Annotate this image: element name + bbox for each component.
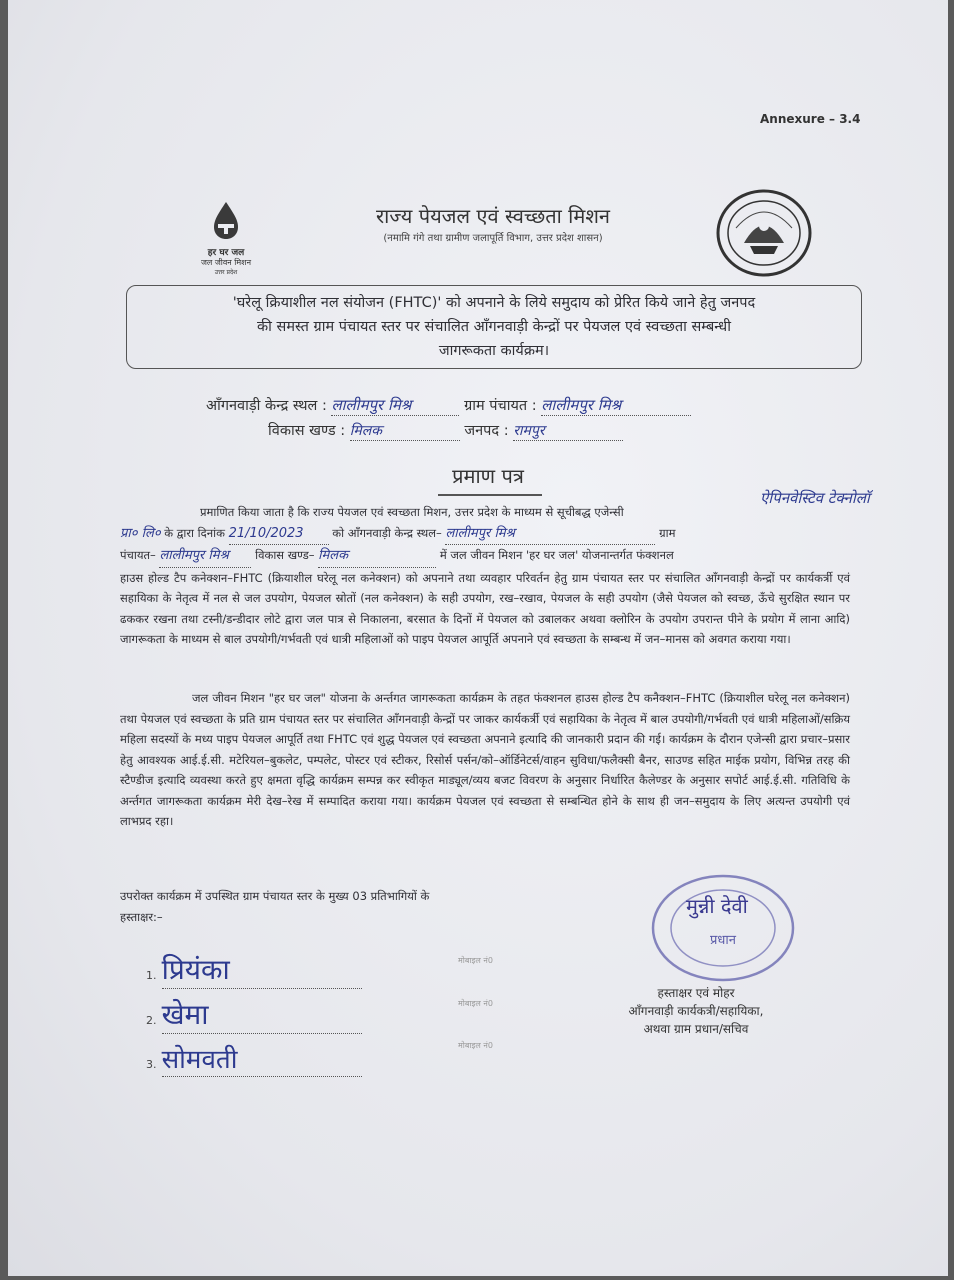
logo-line-2: जल जीवन मिशन (200, 258, 252, 267)
mission-subtitle: (नमामि गंगे तथा ग्रामीण जलापूर्ति विभाग, उत्तर प्रदेश शासन) (383, 233, 603, 244)
vikas-khand-label: विकास खण्ड : (268, 423, 346, 439)
participants-intro-line-2: हस्ताक्षर:– (120, 909, 163, 924)
signature-khema: खेमा (162, 995, 362, 1034)
banner-line-1: 'घरेलू क्रियाशील नल संयोजन (FHTC)' को अपनाने के लिये समुदाय को प्रेरित किये जाने हेतु जनपद (232, 295, 756, 311)
handwritten-panchayat: लालीमपुर मिश्र (159, 546, 251, 568)
handwritten-khand: मिलक (318, 546, 436, 568)
signature-row-1 (146, 950, 446, 989)
seal-caption-line-3: अथवा ग्राम प्रधान/सचिव (643, 1022, 749, 1036)
mobile-label-2: मोबाइल नं0 (458, 999, 493, 1008)
vikas-khand-field-row (268, 420, 623, 441)
signature-number: 1. (146, 969, 157, 982)
para1-body: हाउस होल्ड टैप कनेक्शन–FHTC (क्रियाशील घरेलू नल कनेक्शन) को अपनाने तथा व्यवहार परिवर्तन हेतु ग्राम पंचायत स्तर पर संचालित आँगनवाड़ी केन्द्रों पर कार्यकर्त्री एवं सहायिका के नेतृत्व में नल से जल उपयोग, पेयजल स्रोतों (नल कनेक्शन) के सही उपयोग, रख–रखाव, पेयजल के सही उपयोग (जैसे पेयजल को स्वच्छ, ऊँचे सुरक्षित स्थान पर ढककर रखना तथा टस्नी/डन्डीदार लोटे द्वारा जल पात्र से निकालना, बरसात के दिनों में पेयजल को उबालकर अथवा क्लोरिन के उपयोग उपरान्त पीने के प्रयोग में लाना आदि) जागरूकता के माध्यम से बाल उपयोगी/गर्भवती एवं धात्री महिलाओं को पाइप पेयजल आपूर्ति अपनाने एवं स्वच्छता के सम्बन्ध में जन–मानस को अवगत कराया गया। (120, 570, 850, 646)
pradhan-stamp (648, 872, 798, 991)
para1-sthal-label: को आँगनवाड़ी केन्द्र स्थल– (332, 525, 442, 540)
para1-gram-label: ग्राम (659, 525, 676, 540)
certificate-title-underline (438, 494, 542, 496)
aanganwadi-field-row (206, 395, 691, 416)
janpad-value: रामपुर (513, 421, 623, 441)
banner-line-2: की समस्त ग्राम पंचायत स्तर पर संचालित आँगनवाड़ी केन्द्रों पर पेयजल एवं स्वच्छता सम्बन्धी (257, 319, 731, 335)
handwritten-pra-li: प्रा० लि० (120, 525, 161, 541)
logo-line-3: उत्तर प्रदेश (214, 269, 238, 276)
signature-somvati: सोमवती (162, 1040, 362, 1077)
certificate-paragraph-1 (120, 502, 850, 650)
up-government-emblem (714, 188, 814, 282)
mission-title: राज्य पेयजल एवं स्वच्छता मिशन (375, 204, 611, 228)
vikas-khand-value: मिलक (350, 421, 460, 441)
participants-intro-line-1: उपरोक्त कार्यक्रम में उपस्थित ग्राम पंचायत स्तर के मुख्य 03 प्रतिभागियों के (120, 889, 430, 903)
signature-number: 2. (146, 1014, 157, 1027)
seal-caption-line-2: आँगनवाड़ी कार्यकत्री/सहायिका, (628, 1004, 764, 1018)
handwritten-sthal: लालीमपुर मिश्र (445, 524, 655, 546)
mobile-label-3: मोबाइल नं0 (458, 1041, 493, 1050)
gram-panchayat-value: लालीमपुर मिश्र (541, 395, 691, 416)
seal-caption-line-1: हस्ताक्षर एवं मोहर (657, 986, 735, 1000)
stamp-pradhan-text: प्रधान (710, 933, 736, 948)
para1-yojana-text: में जल जीवन मिशन 'हर घर जल' योजनान्तर्गत फंक्शनल (439, 548, 674, 562)
signature-priyanka: प्रियंका (162, 950, 362, 989)
gram-panchayat-label: ग्राम पंचायत : (464, 398, 537, 414)
annexure-label: Annexure – 3.4 (760, 112, 861, 126)
aanganwadi-label: आँगनवाड़ी केन्द्र स्थल : (206, 398, 327, 414)
para1-panchayat-label: पंचायत– (120, 548, 156, 562)
certificate-paragraph-2: जल जीवन मिशन "हर घर जल" योजना के अर्न्तगत जागरूकता कार्यक्रम के तहत फंक्शनल हाउस होल्ड टैप कनैक्शन–FHTC (क्रियाशील घरेलू नल कनेक्शन) तथा पेयजल एवं स्वच्छता के प्रति ग्राम पंचायत स्तर पर संचालित आँगनवाड़ी केन्द्रों पर जाकर कार्यकर्त्री एवं सहायिका के नेतृत्व में बाल उपयोगी/गर्भवती एवं धात्री महिलाओं/सक्रिय महिला सदस्यों के मध्य पाइप पेयजल आपूर्ति तथा FHTC एवं शुद्ध पेयजल एवं स्वच्छता अपनाने इत्यादि की जानकारी प्रदान की गई। कार्यक्रम के दौरान एजेन्सी द्वारा प्रचार–प्रसार हेतु आवश्यक आई.ई.सी. मटेरियल–बुकलेट, पम्पलेट, पोस्टर एवं स्टीकर, रिसोर्स पर्सन/को–ऑर्डिनेटर्स/वाहन सुविधा/फलैक्सी बैनर, साउण्ड सहित माईक प्रयोग, विभिन्न तरह की स्टैण्डीज इत्यादि व्यवस्था करते हुए क्षमता वृद्धि कार्यक्रम सम्पन्न कर स्वीकृत माड्यूल/व्यय बजट विवरण के अनुसार निर्धारित कैलेण्डर के अनुसार सपोर्ट आई.ई.सी. गतिविधि के अर्न्तगत जागरूकता कार्यक्रम मेरी देख–रेख में सम्पादित कराया गया। कार्यक्रम पेयजल एवं स्वच्छता से सम्बन्धित होने के साथ ही जन–समुदाय के लिए अत्यन्त उपयोगी एवं लाभप्रद रहा। (120, 691, 850, 828)
handwritten-agency-name: ऐपिनवेस्टिव टेक्नोलॉ (760, 489, 870, 507)
signature-row-3 (146, 1040, 446, 1077)
aanganwadi-value: लालीमपुर मिश्र (331, 395, 459, 416)
para1-date-label: के द्वारा दिनांक (164, 525, 225, 540)
logo-line-1: हर घर जल (207, 248, 245, 258)
mobile-label-1: मोबाइल नं0 (458, 956, 493, 965)
document-page (8, 0, 948, 1276)
handwritten-date: 21/10/2023 (229, 524, 329, 546)
seal-caption (606, 984, 786, 1038)
para1-line-2 (120, 523, 850, 546)
para1-line-1: प्रमाणित किया जाता है कि राज्य पेयजल एवं स्वच्छता मिशन, उत्तर प्रदेश के माध्यम से सूचीबद्ध एजेन्सी (200, 505, 624, 519)
para1-line-3 (120, 545, 850, 568)
water-drop-tap-icon (206, 200, 246, 244)
signature-number: 3. (146, 1058, 157, 1071)
banner-line-3: जागरूकता कार्यक्रम। (438, 343, 550, 359)
har-ghar-jal-logo (186, 200, 266, 278)
janpad-label: जनपद : (464, 423, 509, 439)
program-banner (126, 285, 862, 369)
stamp-signature: मुन्नी देवी (686, 894, 748, 918)
para1-khand-label: विकास खण्ड– (255, 548, 315, 562)
emblem-seal-icon (714, 188, 814, 278)
certificate-title: प्रमाण पत्र (452, 464, 524, 488)
signature-row-2 (146, 995, 446, 1034)
